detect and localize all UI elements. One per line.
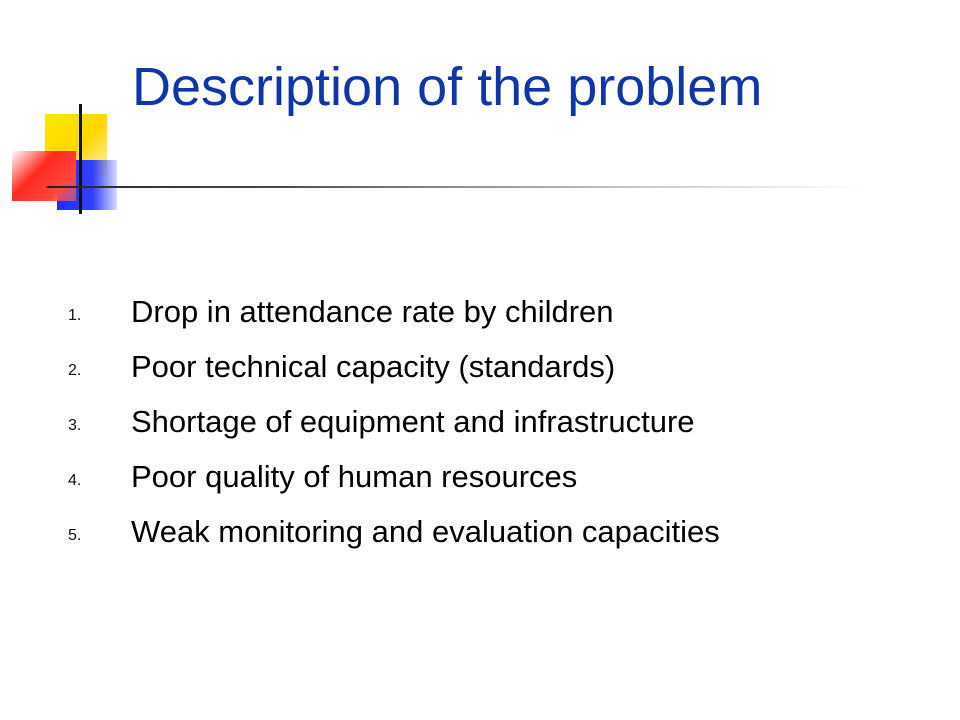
title-decoration	[0, 0, 960, 240]
list-number: 2.	[68, 362, 82, 379]
slide-title: Description of the problem	[132, 57, 763, 117]
red-square-icon	[12, 151, 76, 201]
list-item-text: Poor technical capacity (standards)	[131, 349, 616, 384]
list-number: 5.	[68, 527, 82, 544]
list-item-text: Drop in attendance rate by children	[131, 294, 614, 329]
list-number: 1.	[68, 307, 82, 324]
vertical-accent-line	[79, 104, 82, 214]
list-number: 3.	[68, 417, 82, 434]
list-item-text: Poor quality of human resources	[131, 459, 578, 494]
list-number: 4.	[68, 472, 82, 489]
list-item-text: Weak monitoring and evaluation capacities	[131, 514, 720, 549]
blue-square-icon	[57, 160, 117, 210]
yellow-square-icon	[45, 114, 107, 176]
list-item-text: Shortage of equipment and infrastructure	[131, 404, 695, 439]
title-underline	[47, 186, 867, 188]
